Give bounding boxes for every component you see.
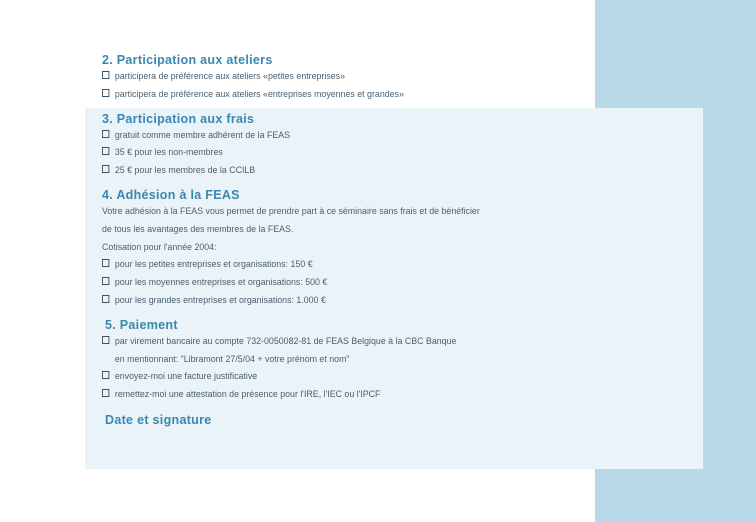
paragraph-text: de tous les avantages des membres de la FEAS. — [102, 223, 294, 235]
option-label: 35 € pour les non-membres — [114, 147, 223, 159]
section-title: 3. Participation aux frais — [102, 111, 255, 126]
checkbox-option[interactable] — [102, 68, 617, 86]
form-content — [102, 52, 662, 428]
option-label: remettez-moi une attestation de présence pour l'IRE, l'IEC ou l'IPCF — [114, 389, 381, 401]
option-continuation: en mentionnant: "Libramont 27/5/04 + votre prénom et nom" — [114, 353, 350, 365]
checkbox-option[interactable] — [102, 292, 617, 310]
paragraph-text: Votre adhésion à la FEAS vous permet de prendre part à ce séminaire sans frais et de bénéficier — [102, 205, 480, 217]
checkbox-icon[interactable] — [102, 336, 109, 344]
checkbox-icon[interactable] — [102, 130, 109, 138]
checkbox-icon[interactable] — [102, 277, 109, 285]
option-label: pour les grandes entreprises et organisations: 1.000 € — [114, 294, 326, 306]
date-signature-title: Date et signature — [105, 412, 212, 427]
checkbox-option[interactable] — [102, 256, 617, 274]
checkbox-option[interactable] — [102, 86, 617, 104]
section-participation-frais — [102, 111, 662, 180]
checkbox-option[interactable] — [102, 368, 617, 386]
checkbox-icon[interactable] — [102, 259, 109, 267]
checkbox-icon[interactable] — [102, 147, 109, 155]
checkbox-option[interactable] — [102, 274, 617, 292]
option-label: envoyez-moi une facture justificative — [114, 371, 258, 383]
option-label: par virement bancaire au compte 732-0050082-81 de FEAS Belgique à la CBC Banque — [114, 335, 457, 347]
section-paiement — [102, 317, 662, 404]
checkbox-icon[interactable] — [102, 89, 109, 97]
option-label: participera de préférence aux ateliers «entreprises moyennes et grandes» — [114, 88, 404, 100]
checkbox-icon[interactable] — [102, 71, 109, 79]
section-participation-ateliers — [102, 52, 662, 104]
section-adhesion — [102, 187, 662, 310]
checkbox-option[interactable] — [102, 162, 617, 180]
paragraph-text: Cotisation pour l'année 2004: — [102, 241, 217, 253]
checkbox-option[interactable] — [102, 127, 617, 145]
section-title: 5. Paiement — [105, 317, 178, 332]
option-label: pour les petites entreprises et organisations: 150 € — [114, 259, 313, 271]
checkbox-icon[interactable] — [102, 295, 109, 303]
checkbox-icon[interactable] — [102, 389, 109, 397]
option-label: gratuit comme membre adhérent de la FEAS — [114, 129, 291, 141]
checkbox-option[interactable] — [102, 386, 617, 404]
section-title: 2. Participation aux ateliers — [102, 53, 273, 67]
option-label: participera de préférence aux ateliers «petites entreprises» — [114, 71, 345, 82]
checkbox-icon[interactable] — [102, 371, 109, 379]
section-title: 4. Adhésion à la FEAS — [102, 187, 240, 202]
option-label: pour les moyennes entreprises et organisations: 500 € — [114, 277, 328, 289]
checkbox-icon[interactable] — [102, 165, 109, 173]
option-label: 25 € pour les membres de la CCILB — [114, 165, 256, 177]
checkbox-option[interactable] — [102, 333, 617, 351]
checkbox-option[interactable] — [102, 144, 617, 162]
